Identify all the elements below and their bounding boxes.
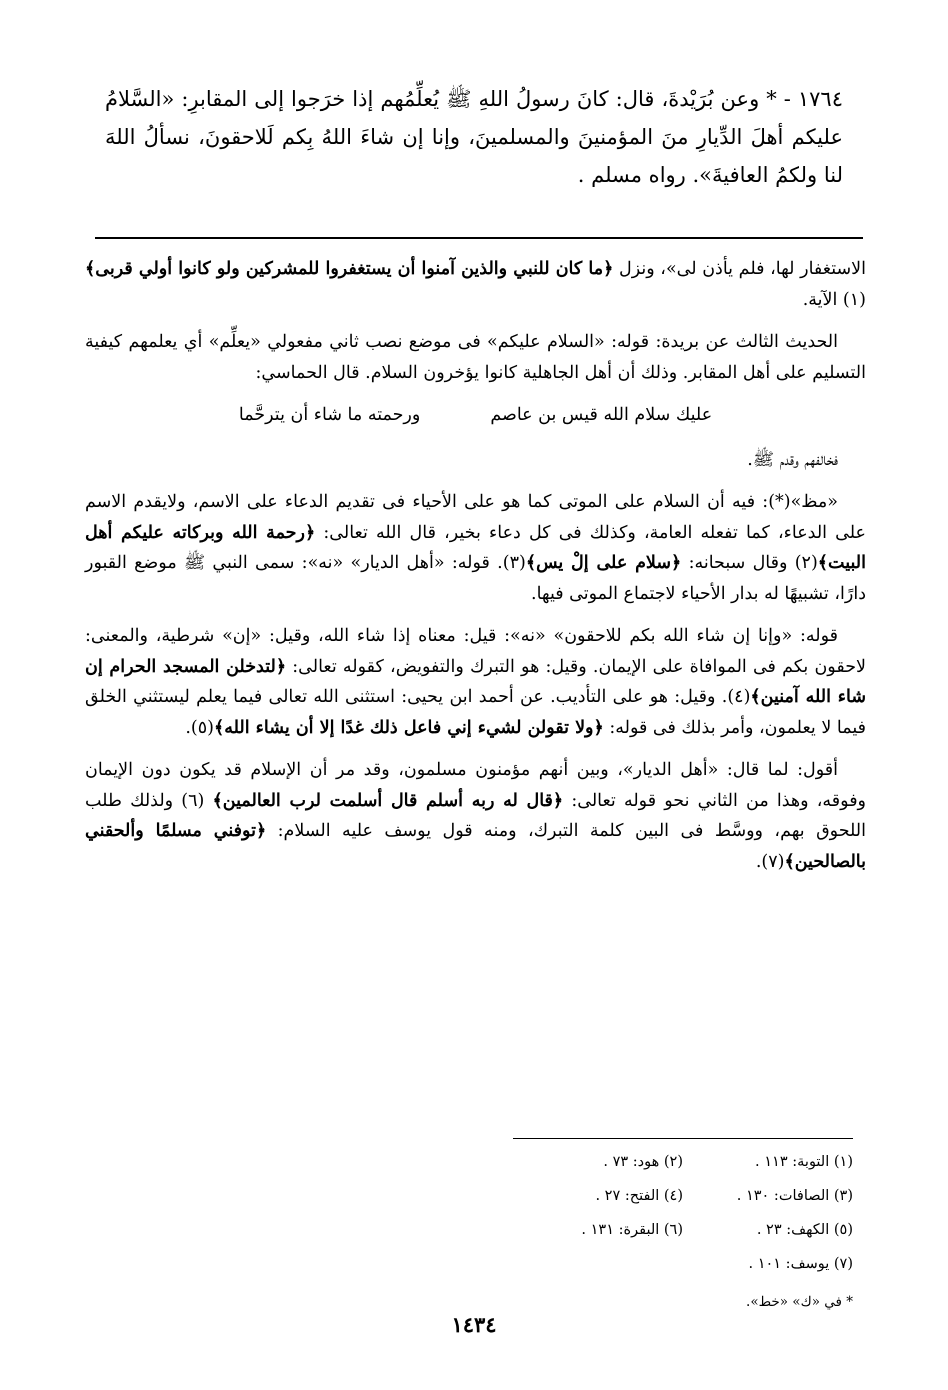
footnote-6: (٦) البقرة: ١٣١ . <box>581 1222 683 1238</box>
footnote-2: (٢) هود: ٧٣ . <box>603 1154 683 1170</box>
footnote-row <box>513 1145 853 1179</box>
p4-mid: (٢) وقال سبحانه: <box>681 553 818 573</box>
page-number: ١٤٣٤ <box>451 1312 497 1337</box>
commentary-paragraph-4 <box>85 487 866 609</box>
p1-text: الاستغفار لها، فلم يأذن لى»، ونزل <box>613 259 866 279</box>
separator-line <box>95 237 863 239</box>
p5-text: قوله: «وإنا إن شاء الله بكم للاحقون» «نه»: قيل: معناه إذا شاء الله، وقيل: «إن» شرطية، والمعنى: لاحقون بكم فى الموافاة على الإيمان. وقيل: هو التبرك والتفويض، كقوله تعالى: <box>85 626 866 677</box>
poem-verse <box>85 400 866 431</box>
footnote-row <box>513 1179 853 1213</box>
commentary-paragraph-1 <box>85 254 866 315</box>
footnote-5: (٥) الكهف: ٢٣ . <box>756 1222 853 1238</box>
poem-hemistich-right: عليك سلام الله قيس بن عاصم <box>490 405 713 425</box>
commentary-section <box>85 254 866 889</box>
footnote-row <box>513 1213 853 1247</box>
poem-hemistich-left: ورحمته ما شاء أن يترحَّما <box>238 405 421 425</box>
footnote-3: (٣) الصافات: ١٣٠ . <box>736 1188 853 1204</box>
quran-verse: ﴿توفني مسلمًا وألحقني بالصالحين﴾ <box>85 821 866 872</box>
quran-verse: ﴿قال له ربه أسلم قال أسلمت لرب العالمين﴾ <box>212 790 564 811</box>
quran-verse: ﴿ما كان للنبي والذين آمنوا أن يستغفروا للمشركين ولو كانوا أولي قربى﴾ <box>85 259 614 279</box>
p6-mid: (٦) ولذلك طلب اللحوق بهم، ووسَّط فى البين كلمة التبرك، ومنه قول يوسف عليه السلام: <box>85 790 866 841</box>
quran-verse: ﴿رحمة الله وبركاته عليكم أهل البيت﴾ <box>85 522 866 573</box>
p1-ref: (١) الآية. <box>802 289 866 310</box>
footnote-4: (٤) الفتح: ٢٧ . <box>595 1188 683 1204</box>
commentary-paragraph-3: فخالفهم وقدم ﷺ. <box>747 449 838 470</box>
footnote-7: (٧) يوسف: ١٠١ . <box>748 1256 853 1272</box>
quran-verse: ﴿سلام على إلْ يس﴾ <box>525 553 682 573</box>
footnotes <box>513 1138 853 1319</box>
quran-verse: ﴿لتدخلن المسجد الحرام إن شاء الله آمنين﴾ <box>85 656 866 707</box>
p4-post: (٣). قوله: «أهل الديار» «نه»: سمى النبي ﷺ موضع القبور دارًا، تشبيهًا له بدار الأحياء لاجتماع الموتى فيها. <box>85 553 866 604</box>
hadith-text: ١٧٦٤ - * وعن بُرَيْدةَ، قال: كانَ رسولُ اللهِ ﷺ يُعلِّمُهم إذا خرَجوا إلى المقابرِ: «السَّلامُ عليكم أهلَ الدِّيارِ منَ المؤمنينَ والمسلمينَ، وإنا إن شاءَ اللهُ بِكم لَلاحقونَ، نسألُ اللهَ لنا ولكمُ العافيةَ». رواه مسلم . <box>105 87 843 187</box>
footnote-1: (١) التوبة: ١١٣ . <box>755 1154 853 1170</box>
p6-text: أقول: لما قال: «أهل الديار»، وبين أنهم مؤمنون مسلمون، وقد مر أن الإسلام قد يكون دون الإيمان وفوقه، وهذا من الثاني نحو قوله تعالى: <box>85 760 867 811</box>
p5-post: (٥). <box>185 717 214 738</box>
commentary-paragraph-2: الحديث الثالث عن بريدة: قوله: «السلام عليكم» فى موضع نصب ثاني مفعولي «يعلِّم» أي يعلمهم كيفية التسليم على أهل المقابر. وذلك أن أهل الجاهلية كانوا يؤخرون السلام. قال الحماسي: <box>85 332 866 383</box>
commentary-paragraph-6 <box>85 755 866 877</box>
commentary-paragraph-5 <box>85 621 866 743</box>
footnote-row <box>513 1247 853 1281</box>
p5-mid: (٤). وقيل: هو على التأديب. عن أحمد ابن يحيى: استثنى الله تعالى فيما يعلم ليستثني الخلق فيما لا يعلمون، وأمر بذلك فى قوله: <box>85 687 866 738</box>
p6-post: (٧). <box>755 851 785 872</box>
p4-text: «مظ»(*): فيه أن السلام على الموتى كما هو على الأحياء فى تقديم الدعاء على الاسم، ولايقدم الاسم على الدعاء، كما تفعله العامة، وكذلك فى كل دعاء بخير، قال الله تعالى: <box>85 492 866 543</box>
footnote-star: * في «ك» «خط». <box>746 1294 853 1310</box>
quran-verse: ﴿ولا تقولن لشيء إني فاعل ذلك غدًا إلا أن يشاء الله﴾ <box>213 717 604 738</box>
